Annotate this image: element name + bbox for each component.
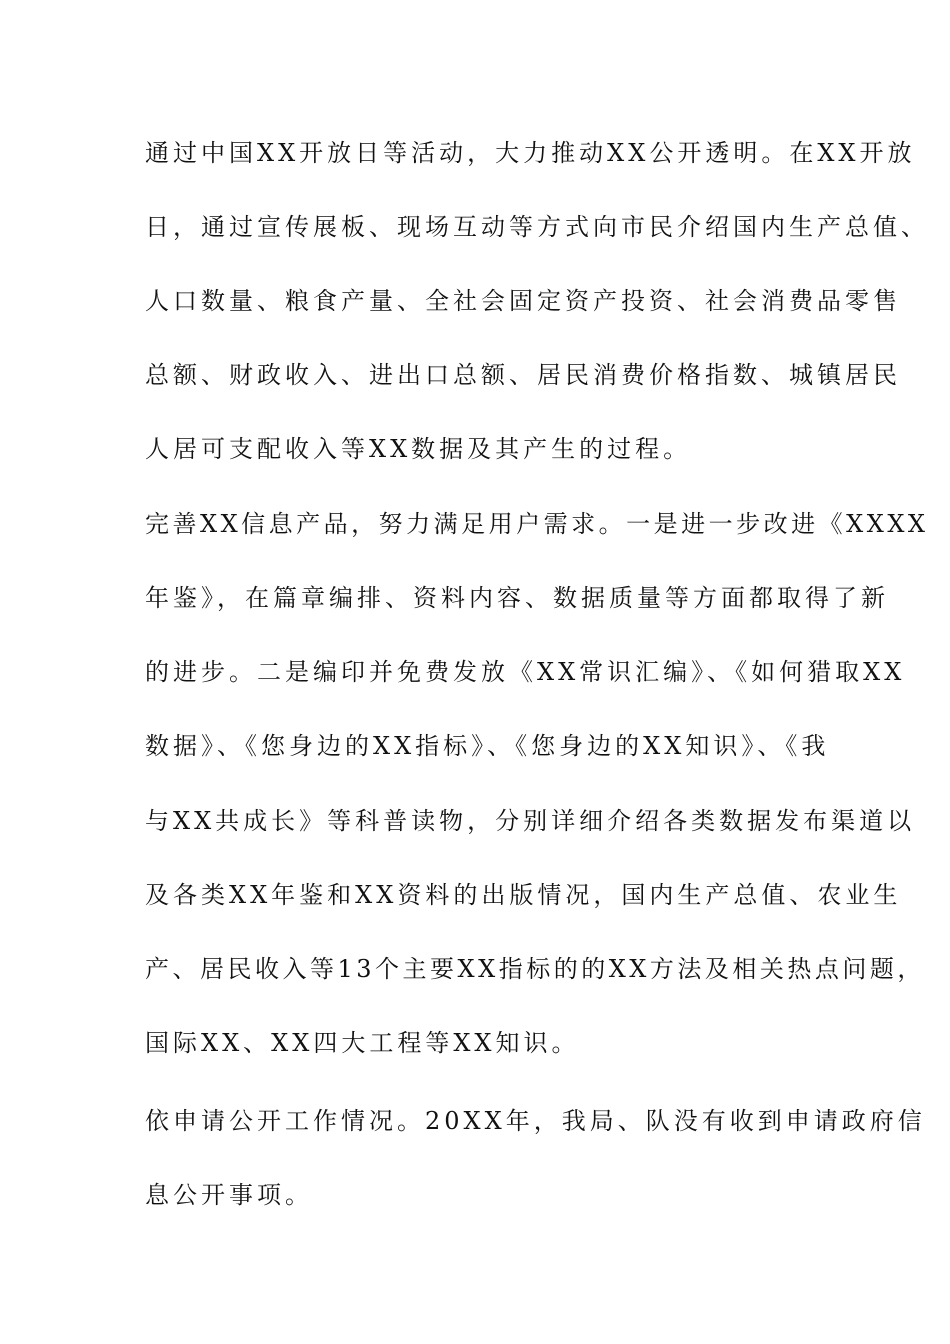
paragraph-1-line-3: 人口数量、粮食产量、全社会固定资产投资、社会消费品零售: [145, 287, 901, 315]
paragraph-2-line-8: 国际XX、XX四大工程等XX知识。: [145, 1029, 580, 1057]
paragraph-2-line-3: 的进步。二是编印并免费发放《XX常识汇编》、《如何猎取XX: [145, 658, 906, 686]
paragraph-3-line-2: 息公开事项。: [145, 1181, 313, 1209]
paragraph-2-line-2: 年鉴》，在篇章编排、资料内容、数据质量等方面都取得了新: [145, 584, 889, 612]
paragraph-2-line-4: 数据》、《您身边的XX指标》、《您身边的XX知识》、《我: [145, 732, 830, 760]
paragraph-3-line-1: 依申请公开工作情况。20XX年，我局、队没有收到申请政府信: [145, 1107, 926, 1135]
paragraph-2-line-5: 与XX共成长》等科普读物，分别详细介绍各类数据发布渠道以: [145, 807, 916, 835]
paragraph-2-line-1: 完善XX信息产品，努力满足用户需求。一是进一步改进《XXXX: [145, 510, 929, 538]
paragraph-1-line-1: 通过中国XX开放日等活动，大力推动XX公开透明。在XX开放: [145, 139, 916, 167]
paragraph-2-line-7: 产、居民收入等13个主要XX指标的的XX方法及相关热点问题，: [145, 955, 925, 983]
paragraph-2-line-6: 及各类XX年鉴和XX资料的出版情况，国内生产总值、农业生: [145, 881, 902, 909]
paragraph-1-line-5: 人居可支配收入等XX数据及其产生的过程。: [145, 435, 692, 463]
paragraph-1-line-2: 日，通过宣传展板、现场互动等方式向市民介绍国内生产总值、: [145, 213, 929, 241]
paragraph-1-line-4: 总额、财政收入、进出口总额、居民消费价格指数、城镇居民: [145, 361, 901, 389]
